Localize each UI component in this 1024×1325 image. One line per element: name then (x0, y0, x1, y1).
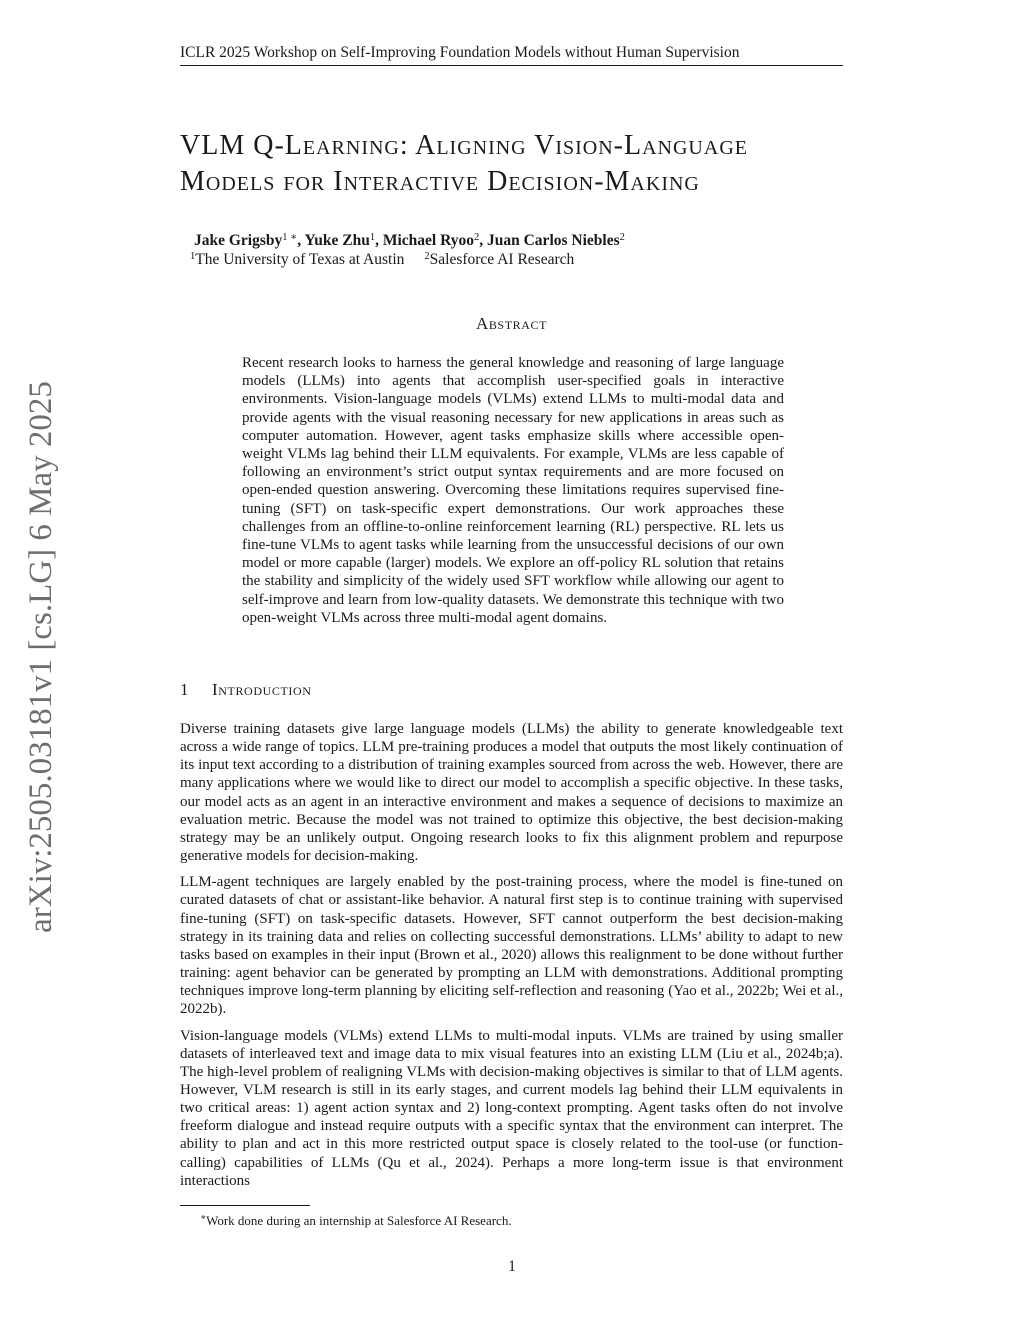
author-list: Jake Grigsby$^{1 ∗}$, Yuke Zhu$^1$, Michael Ryoo$^2$, Juan Carlos Niebles$^2$ (194, 232, 625, 249)
section-number: 1 (180, 680, 190, 699)
section-heading (180, 680, 680, 700)
section-title: Introduction (212, 680, 312, 699)
title-line-2: Models for Interactive Decision-Making (180, 166, 700, 197)
affil-name: Salesforce AI Research (429, 251, 575, 268)
affiliation-list (190, 247, 830, 269)
author-affil-mark: 2 (619, 232, 625, 243)
header-rule (180, 65, 843, 66)
footnote-rule (180, 1205, 310, 1206)
abstract-body: Recent research looks to harness the general knowledge and reasoning of large language models (LLMs) into agents that accomplish user-specified goals in interactive environments. Vision-language models (VLMs) extend LLMs to multi-modal data and provide agents with the visual reasoning necessary for new applications in areas such as computer automation. However, agent tasks emphasize skills where accessible open-weight VLMs lag behind their LLM equivalents. For example, VLMs are less capable of following an environment’s strict output syntax requirements and are more focused on open-ended question answering. Overcoming these limitations requires supervised fine-tuning (SFT) on task-specific expert demonstrations. Our work approaches these challenges from an offline-to-online reinforcement learning (RL) perspective. RL lets us fine-tune VLMs to agent tasks while learning from the unsuccessful decisions of our own model or more capable (larger) models. We explore an off-policy RL solution that retains the stability and simplicity of the widely used SFT workflow while allowing our agent to self-improve and learn from low-quality datasets. We demonstrate this technique with two open-weight VLMs across three multi-modal agent domains. (242, 355, 784, 626)
body-paragraph: Vision-language models (VLMs) extend LLMs to multi-modal inputs. VLMs are trained by using smaller datasets of interleaved text and image data to mix visual features into an existing LLM (Liu et al., 2024b;a). The high-level problem of realigning VLMs with decision-making objectives is similar to that of LLM agents. However, VLM research is still in its early stages, and current models lag behind their LLM equivalents in two critical areas: 1) agent action syntax and 2) long-context prompting. Agent tasks often do not involve freeform dialogue and instead require outputs with a specific syntax that the environment can interpret. The ability to plan and act in this more restricted output space is closely related to the tool-use (or function-calling) capabilities of LLMs (Qu et al., 2024). Perhaps a more long-term issue is that environment interactions (180, 1027, 843, 1189)
paper-title (180, 128, 860, 200)
author-affil-mark: 1 ∗ (282, 232, 298, 243)
introduction-body (180, 720, 843, 1198)
author-affil-mark: 2 (474, 232, 480, 243)
affil-mark: 1 (190, 251, 196, 262)
abstract-heading: Abstract (475, 314, 548, 333)
title-line-1: VLM Q-Learning: Aligning Vision-Language (180, 130, 748, 161)
affil-name: The University of Texas at Austin (195, 251, 405, 268)
footnote-text: Work done during an internship at Salesforce AI Research. (206, 1213, 512, 1228)
arxiv-side-stamp: arXiv:2505.03181v1 [cs.LG] 6 May 2025 (23, 381, 59, 933)
running-header: ICLR 2025 Workshop on Self-Improving Foundation Models without Human Supervision (180, 44, 740, 61)
author-name: Jake Grigsby (194, 232, 283, 249)
footnote (200, 1209, 840, 1229)
author-name: Juan Carlos Niebles (487, 232, 620, 249)
affil-mark: 2 (424, 251, 430, 262)
body-paragraph: LLM-agent techniques are largely enabled by the post-training process, where the model is fine-tuned on curated datasets of chat or assistant-like behavior. A natural first step is to continue training with supervised fine-tuning (SFT) on task-specific datasets. However, SFT cannot outperform the best decision-making strategy in its training data and relies on collecting successful demonstrations. LLMs’ ability to adapt to new tasks based on examples in their input (Brown et al., 2020) allows this realignment to be done without further training: agent behavior can be generated by prompting an LLM with demonstrations. Additional prompting techniques improve long-term planning by eliciting self-reflection and reasoning (Yao et al., 2022b; Wei et al., 2022b). (180, 874, 843, 1018)
footnote-mark: ∗ (200, 1212, 207, 1222)
author-name: Yuke Zhu (304, 232, 370, 249)
page-number: 1 (508, 1258, 516, 1275)
body-paragraph: Diverse training datasets give large language models (LLMs) the ability to generate knowledgeable text across a wide range of topics. LLM pre-training produces a model that outputs the most likely continuation of its input text according to a distribution of training examples sourced from across the web. However, there are many applications where we would like to direct our model to accomplish a specific objective. In these tasks, our model acts as an agent in an interactive environment and makes a sequence of decisions to maximize an evaluation metric. Because the model was not trained to optimize this objective, the best decision-making strategy may be an unlikely output. Ongoing research looks to fix this alignment problem and repurpose generative models for decision-making. (180, 721, 843, 865)
author-name: Michael Ryoo (382, 232, 474, 249)
author-affil-mark: 1 (369, 232, 376, 243)
